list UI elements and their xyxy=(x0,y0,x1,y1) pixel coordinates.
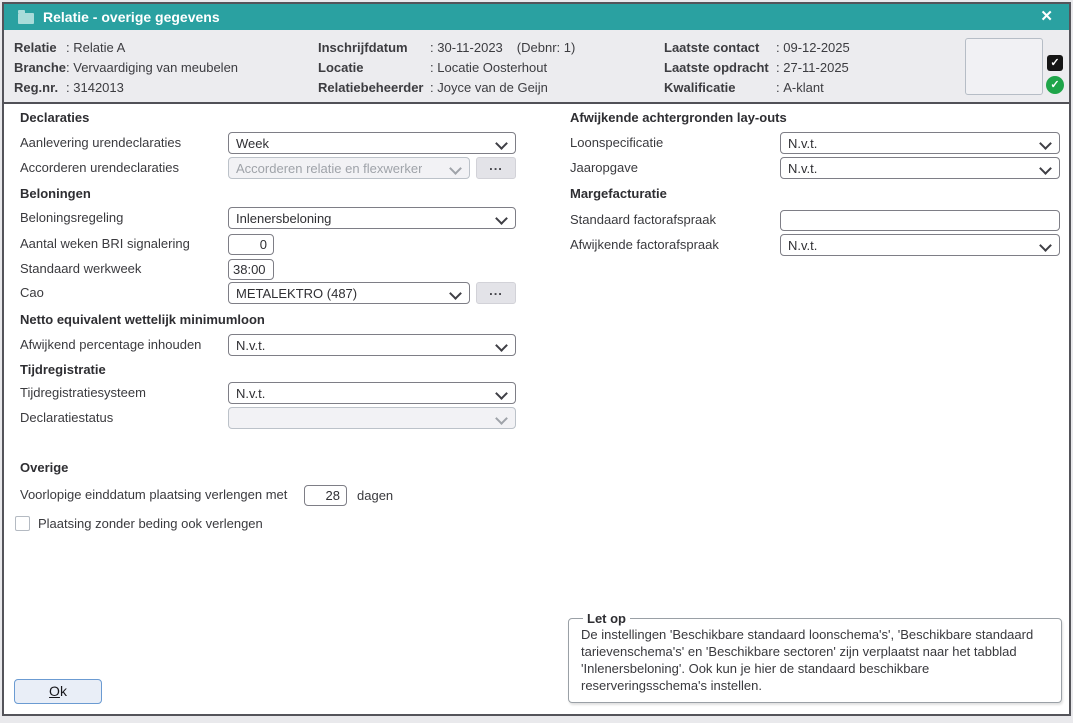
ok-rest: k xyxy=(59,683,67,699)
aanlevering-select[interactable] xyxy=(228,132,516,154)
cao-more-button[interactable]: ... xyxy=(476,282,516,304)
header-label: Locatie xyxy=(318,60,364,75)
jaaropgave-select[interactable] xyxy=(780,157,1060,179)
colon: : xyxy=(430,60,434,75)
dagen-suffix: dagen xyxy=(357,488,394,503)
jaaropgave-value: N.v.t. xyxy=(788,160,818,176)
header-value: Locatie Oosterhout xyxy=(437,60,548,75)
header-value: Relatie A xyxy=(73,40,126,55)
chevron-down-icon xyxy=(495,339,508,352)
header-row-laatste-opdracht xyxy=(664,58,849,78)
beloningsregeling-label: Beloningsregeling xyxy=(20,210,124,225)
afwijkende-factorafspraak-label: Afwijkende factorafspraak xyxy=(570,237,719,252)
chevron-down-icon xyxy=(495,212,508,225)
header-label: Laatste opdracht xyxy=(664,60,769,75)
header-row-relatie xyxy=(14,38,125,58)
dialog-title: Relatie - overige gegevens xyxy=(43,9,220,25)
header-label: Kwalificatie xyxy=(664,80,736,95)
header-row-locatie xyxy=(318,58,547,78)
colon: : xyxy=(776,80,780,95)
chevron-down-icon xyxy=(495,387,508,400)
let-op-note xyxy=(568,611,1062,703)
standaard-factorafspraak-input[interactable] xyxy=(780,210,1060,231)
header-label: Reg.nr. xyxy=(14,80,59,95)
section-margefacturatie: Margefacturatie xyxy=(570,186,667,201)
header-row-regnr xyxy=(14,78,124,98)
header-row-laatste-contact xyxy=(664,38,850,58)
plaatsing-zonder-beding-label: Plaatsing zonder beding ook verlengen xyxy=(38,516,263,531)
tijdregistratiesysteem-value: N.v.t. xyxy=(236,385,266,401)
chevron-down-icon xyxy=(449,287,462,300)
afwijkend-percentage-value: N.v.t. xyxy=(236,337,266,353)
afwijkende-factorafspraak-select[interactable] xyxy=(780,234,1060,256)
header-label: Laatste contact xyxy=(664,40,760,55)
relation-summary-header xyxy=(4,30,1069,104)
plaatsing-zonder-beding-checkbox[interactable] xyxy=(15,516,30,531)
header-row-relatiebeheerder xyxy=(318,78,548,98)
accorderen-value: Accorderen relatie en flexwerker xyxy=(236,160,423,176)
relation-photo-placeholder xyxy=(965,38,1043,95)
chevron-down-icon xyxy=(449,162,462,175)
header-label: Relatie xyxy=(14,40,57,55)
bri-label: Aantal weken BRI signalering xyxy=(20,236,190,251)
status-ok-icon: ✓ xyxy=(1046,76,1064,94)
note-text: De instellingen 'Beschikbare standaard loonschema's', 'Beschikbare standaard tarievenschema's' en 'Beschikbare sectoren' zijn verplaatst naar het tabblad 'Inlenersbeloning'. Ook kun je hier de standaard beschikbare reserveringsschema's instellen. xyxy=(581,627,1034,693)
checked-checkbox-icon[interactable]: ✓ xyxy=(1047,55,1063,71)
bri-input[interactable] xyxy=(228,234,274,255)
close-icon[interactable]: ✕ xyxy=(1040,8,1053,25)
header-value: 30-11-2023 xyxy=(437,40,503,55)
jaaropgave-label: Jaaropgave xyxy=(570,160,638,175)
ok-accesskey: O xyxy=(49,683,60,699)
voorlopige-einddatum-label: Voorlopige einddatum plaatsing verlengen met xyxy=(20,487,288,502)
cao-value: METALEKTRO (487) xyxy=(236,285,358,301)
section-netto-equivalent: Netto equivalent wettelijk minimumloon xyxy=(20,312,265,327)
tijdregistratiesysteem-label: Tijdregistratiesysteem xyxy=(20,385,146,400)
colon: : xyxy=(66,40,70,55)
section-beloningen: Beloningen xyxy=(20,186,91,201)
header-label: Branche xyxy=(14,60,67,75)
afwijkende-factorafspraak-value: N.v.t. xyxy=(788,237,818,253)
header-label: Inschrijfdatum xyxy=(318,40,408,55)
header-value: Joyce van de Geijn xyxy=(437,80,548,95)
dialog-body xyxy=(4,104,1069,714)
afwijkend-percentage-select[interactable] xyxy=(228,334,516,356)
section-afwijkende-layouts: Afwijkende achtergronden lay-outs xyxy=(570,110,787,125)
section-tijdregistratie: Tijdregistratie xyxy=(20,362,106,377)
header-row-kwalificatie xyxy=(664,78,824,98)
debiteur-number: (Debnr: 1) xyxy=(516,40,576,55)
loonspecificatie-select[interactable] xyxy=(780,132,1060,154)
header-value: 3142013 xyxy=(73,80,124,95)
cao-select[interactable] xyxy=(228,282,470,304)
header-value: 27-11-2025 xyxy=(783,60,849,75)
loonspecificatie-value: N.v.t. xyxy=(788,135,818,151)
declaratiestatus-select xyxy=(228,407,516,429)
beloningsregeling-select[interactable] xyxy=(228,207,516,229)
colon: : xyxy=(430,40,434,55)
standaard-factorafspraak-label: Standaard factorafspraak xyxy=(570,212,716,227)
voorlopige-einddatum-input[interactable] xyxy=(304,485,347,506)
folder-icon xyxy=(18,13,34,24)
werkweek-input[interactable] xyxy=(228,259,274,280)
tijdregistratiesysteem-select[interactable] xyxy=(228,382,516,404)
cao-label: Cao xyxy=(20,285,44,300)
loonspecificatie-label: Loonspecificatie xyxy=(570,135,664,150)
accorderen-label: Accorderen urendeclaraties xyxy=(20,160,179,175)
beloningsregeling-value: Inlenersbeloning xyxy=(236,210,332,226)
colon: : xyxy=(776,60,780,75)
chevron-down-icon xyxy=(1039,162,1052,175)
chevron-down-icon xyxy=(1039,137,1052,150)
chevron-down-icon xyxy=(1039,239,1052,252)
afwijkend-percentage-label: Afwijkend percentage inhouden xyxy=(20,337,202,352)
aanlevering-label: Aanlevering urendeclaraties xyxy=(20,135,182,150)
accorderen-more-button[interactable]: ... xyxy=(476,157,516,179)
chevron-down-icon xyxy=(495,137,508,150)
header-value: 09-12-2025 xyxy=(783,40,850,55)
section-overige: Overige xyxy=(20,460,69,475)
section-declaraties: Declaraties xyxy=(20,110,90,125)
colon: : xyxy=(66,80,70,95)
header-row-branche xyxy=(14,58,238,78)
note-legend: Let op xyxy=(587,611,626,626)
header-row-inschrijfdatum xyxy=(318,38,575,58)
aanlevering-value: Week xyxy=(236,135,269,151)
colon: : xyxy=(430,80,434,95)
header-label: Relatiebeheerder xyxy=(318,80,424,95)
accorderen-select xyxy=(228,157,470,179)
title-bar xyxy=(4,4,1069,30)
dialog-window xyxy=(2,2,1071,716)
werkweek-label: Standaard werkweek xyxy=(20,261,142,276)
colon: : xyxy=(66,60,70,75)
chevron-down-icon xyxy=(495,412,508,425)
header-value: Vervaardiging van meubelen xyxy=(73,60,239,75)
header-value: A-klant xyxy=(783,80,824,95)
declaratiestatus-label: Declaratiestatus xyxy=(20,410,114,425)
ok-button[interactable] xyxy=(14,679,102,704)
colon: : xyxy=(776,40,780,55)
